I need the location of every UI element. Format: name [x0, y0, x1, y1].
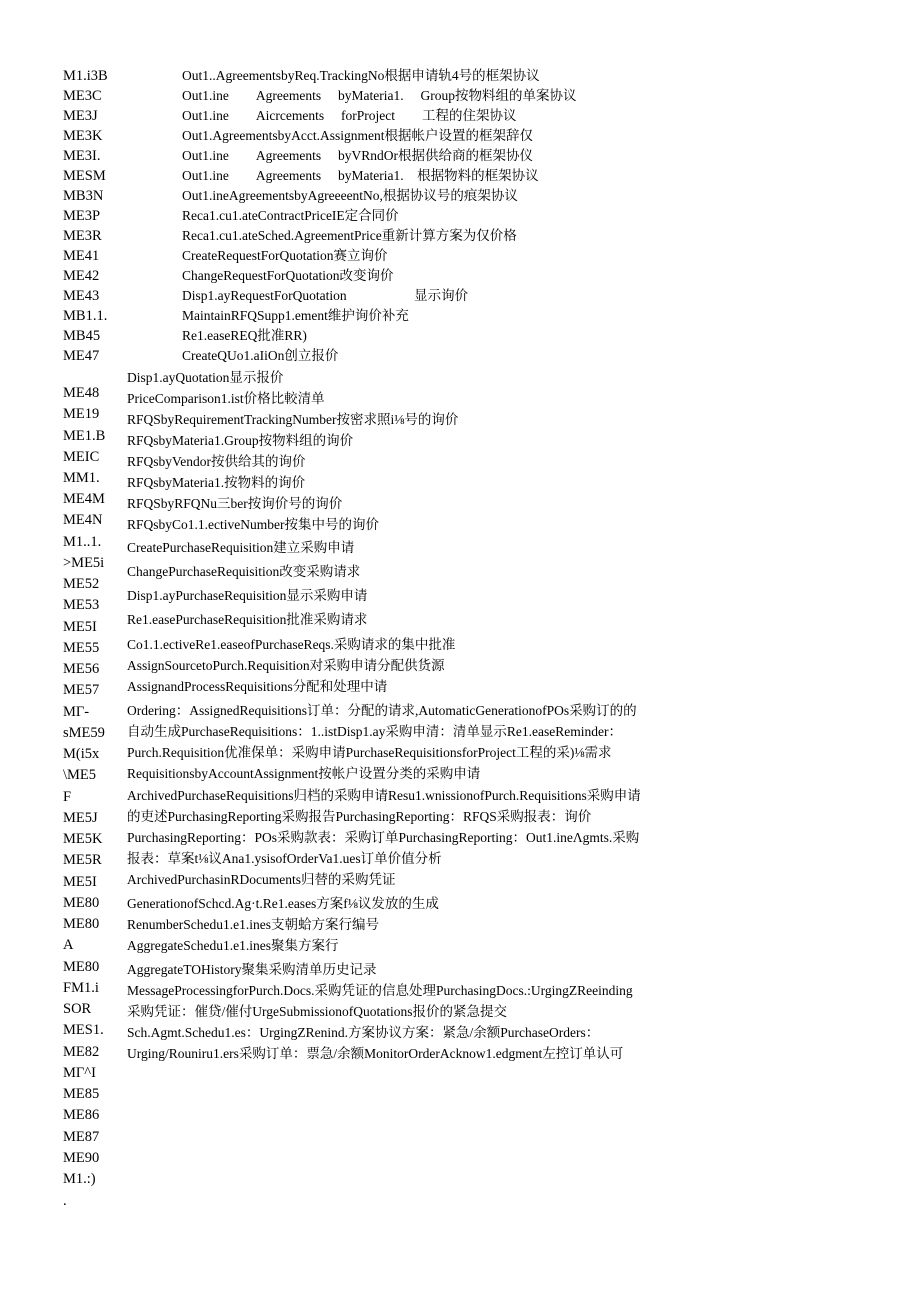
tcode: ME3K [63, 128, 103, 144]
tcode: ME47 [63, 348, 100, 364]
tcode: \ME5 [63, 767, 97, 783]
description-line: 报表：草案t⅛议Ana1.ysisofOrderVa1.ues订单价值分析 [127, 851, 442, 866]
tcode: ME5J [63, 810, 98, 826]
tcode: MES1. [63, 1022, 104, 1038]
tcode: ME55 [63, 640, 100, 656]
tcode: ME42 [63, 268, 100, 284]
tcode: ME48 [63, 385, 100, 401]
description-line: AggregateSchedu1.e1.ines聚集方案行 [127, 938, 339, 953]
description-line: 自动生成PurchaseRequisitions：1..istDisp1.ay采购申清：清单显示Re1.easeReminder： [127, 724, 622, 739]
description-line: AssignSourcetoPurch.Requisition对采购申请分配供货源 [127, 658, 445, 673]
description-line: RFQSbyRFQNu三ber按询价号的询价 [127, 496, 343, 511]
tcode: M(i5x [63, 746, 100, 762]
tcode: ME4M [63, 491, 105, 507]
description-line: CreateQUo1.aIiOn创立报价 [182, 348, 339, 363]
tcode: ME41 [63, 248, 100, 264]
description-line: ChangeRequestForQuotation改变询价 [182, 268, 394, 283]
description-line: Purch.Requisition优准保单：采购申请PurchaseRequisitionsforProject工程的采)⅛需求 [127, 745, 612, 760]
tcode: ME52 [63, 576, 100, 592]
tcode: ME4N [63, 512, 103, 528]
tcode: M1.i3B [63, 68, 108, 84]
tcode: ME90 [63, 1150, 100, 1166]
tcode: ME82 [63, 1044, 100, 1060]
description-line: ArchivedPurchasinRDocuments归替的采购凭证 [127, 872, 396, 887]
tcode: ME43 [63, 288, 100, 304]
tcode: MM1. [63, 470, 100, 486]
description-line: RFQsbyMateria1.按物料的询价 [127, 475, 306, 490]
tcode: M1..1. [63, 534, 102, 550]
tcode: MEIC [63, 449, 100, 465]
description-line: Out1.AgreementsbyAcct.Assignment根据帐户设置的框架辞仅 [182, 128, 533, 143]
description-line: CreateRequestForQuotation赛立询价 [182, 248, 388, 263]
description-line: AggregateTOHistory聚集采购清单历史记录 [127, 962, 377, 977]
description-line: RequisitionsbyAccountAssignment按帐户设置分类的采购申请 [127, 766, 481, 781]
description-line: RFQsbyMateria1.Group按物料组的询价 [127, 433, 354, 448]
tcode: MB3N [63, 188, 104, 204]
tcode: ME1.B [63, 428, 106, 444]
tcode: A [63, 937, 74, 953]
description-line: Out1..AgreementsbyReq.TrackingNo根据申请轨4号的框架协议 [182, 68, 540, 83]
description-line: Re1.easePurchaseRequisition批准采购请求 [127, 612, 368, 627]
description-line: Re1.easeREQ批准RR) [182, 328, 307, 343]
description-line: Out1.ine Aicrcements forProject 工程的住架协议 [182, 108, 517, 123]
tcode: sME59 [63, 725, 105, 741]
description-line: Reca1.cu1.ateContractPriceIE定合同价 [182, 208, 399, 223]
tcode: MΓ- [63, 704, 90, 720]
tcode: ME86 [63, 1107, 100, 1123]
tcode: ME5R [63, 852, 102, 868]
tcode: ME5I [63, 874, 97, 890]
description-line: MaintainRFQSupp1.ement维护询价补充 [182, 308, 409, 323]
description-line: RFQsbyCo1.1.ectiveNumber按集中号的询价 [127, 517, 379, 532]
description-line: AssignandProcessRequisitions分配和处理中请 [127, 679, 388, 694]
tcode: ME3I. [63, 148, 101, 164]
description-line: Out1.ineAgreementsbyAgreeeentNo,根据协议号的痕架协议 [182, 188, 518, 203]
description-line: Out1.ine Agreements byVRndOr根据供给商的框架协仪 [182, 148, 533, 163]
tcode: MB1.1. [63, 308, 108, 324]
tcode: MΓ^I [63, 1065, 96, 1081]
description-line: Out1.ine Agreements byMateria1. 根据物料的框架协议 [182, 168, 539, 183]
tcode: >ME5i [63, 555, 105, 571]
tcode: FM1.i [63, 980, 99, 996]
description-line: Disp1.ayRequestForQuotation 显示询价 [182, 288, 469, 303]
description-line: MessageProcessingforPurch.Docs.采购凭证的信息处理PurchasingDocs.:UrgingZReeinding [127, 983, 633, 998]
description-line: GenerationofSchcd.Ag·t.Re1.eases方案f⅛议发放的生成 [127, 896, 439, 911]
description-line: ArchivedPurchaseRequisitions归档的采购申请Resu1.wnissionofPurch.Requisitions采购申请 [127, 788, 641, 803]
description-line: ChangePurchaseRequisition改变采购请求 [127, 564, 361, 579]
description-line: Disp1.ayQuotation显示报价 [127, 370, 284, 385]
description-line: Co1.1.ectiveRe1.easeofPurchaseReqs.采购请求的集中批准 [127, 637, 456, 652]
description-line: Sch.Agmt.Schedu1.es：UrgingZRenind.方案协议方案：紧急/余额PurchaseOrders： [127, 1025, 600, 1040]
description-line: 采购凭证：催贷/催付UrgeSubmissionofQuotations报价的紧急提交 [127, 1004, 508, 1019]
tcode: ME5K [63, 831, 103, 847]
tcode: SOR [63, 1001, 92, 1017]
description-line: CreatePurchaseRequisition建立采购申请 [127, 540, 355, 555]
tcode: ME56 [63, 661, 100, 677]
description-line: RFQsbyVendor按供给其的询价 [127, 454, 306, 469]
tcode: ME57 [63, 682, 100, 698]
description-line: Reca1.cu1.ateSched.AgreementPrice重新计算方案为仅价格 [182, 228, 517, 243]
description-line: RFQSbyRequirementTrackingNumber按密求照i⅛号的询价 [127, 412, 459, 427]
tcode: ME19 [63, 406, 100, 422]
tcode: MB45 [63, 328, 101, 344]
description-line: Disp1.ayPurchaseRequisition显示采购申请 [127, 588, 368, 603]
tcode: M1.:) [63, 1171, 96, 1187]
tcode: ME53 [63, 597, 100, 613]
tcode: ME80 [63, 895, 100, 911]
tcode: ME85 [63, 1086, 100, 1102]
description-line: Ordering：AssignedRequisitions订单：分配的请求,AutomaticGenerationofPOs采购订的的 [127, 703, 637, 718]
tcode: F [63, 789, 72, 805]
tcode: MESM [63, 168, 106, 184]
description-line: 的吏述PurchasingReporting采购报告PurchasingReporting：RFQS采购报表：询价 [127, 809, 592, 824]
tcode: ME80 [63, 916, 100, 932]
tcode: ME3R [63, 228, 102, 244]
tcode: ME80 [63, 959, 100, 975]
description-line: Out1.ine Agreements byMateria1. Group按物料组的单案协议 [182, 88, 577, 103]
description-line: PurchasingReporting：POs采购款表：采购订单PurchasingReporting：Out1.ineΛgmts.采购 [127, 830, 640, 845]
tcode: ME3P [63, 208, 101, 224]
tcode: . [63, 1193, 67, 1209]
tcode: ME3J [63, 108, 98, 124]
description-line: Urging/Rouniru1.ers采购订单：票急/余额MonitorOrderAcknow1.edgment左控订单认可 [127, 1046, 624, 1061]
description-line: RenumberSchedu1.e1.ines支朝蛤方案行编号 [127, 917, 379, 932]
tcode: ME5I [63, 619, 97, 635]
description-line: PriceComparison1.ist价格比較清单 [127, 391, 325, 406]
tcode: ME3C [63, 88, 102, 104]
tcode: ME87 [63, 1129, 100, 1145]
